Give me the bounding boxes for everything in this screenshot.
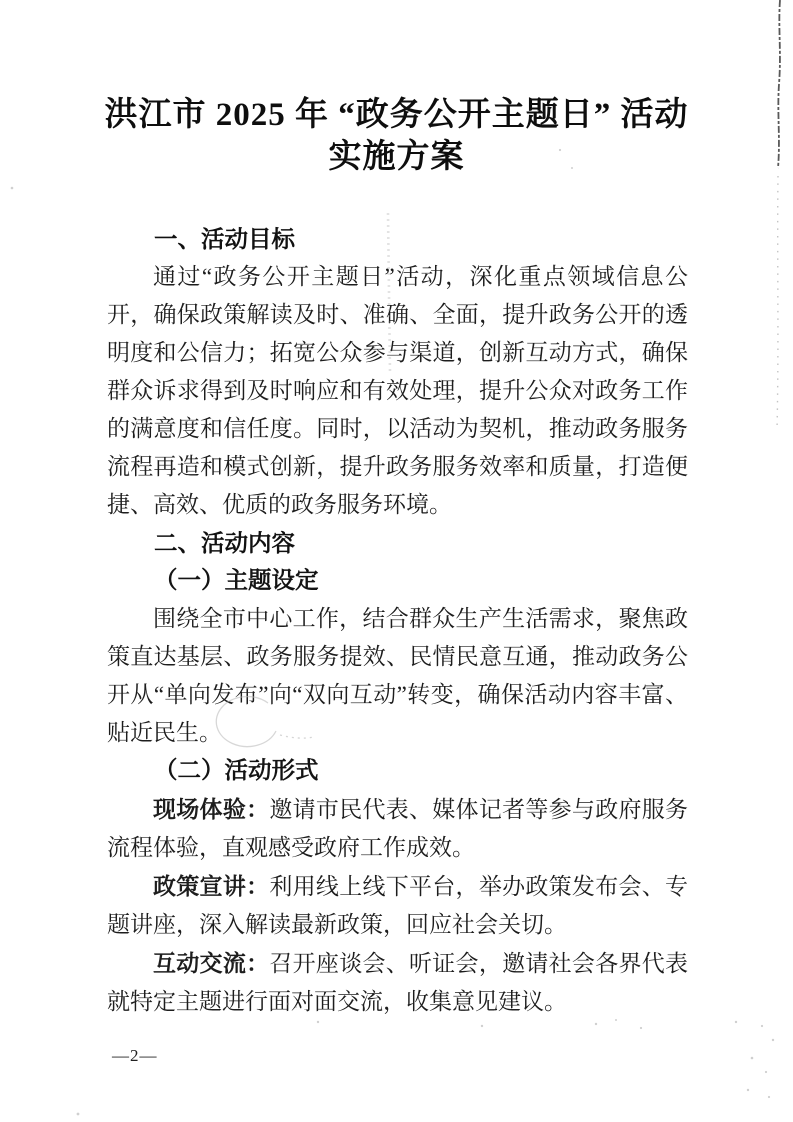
subsection-heading-activity-forms: （二）活动形式 xyxy=(154,758,319,784)
paragraph-lead-onsite-experience: 现场体验： xyxy=(153,796,270,822)
paragraph-lead-policy-preaching: 政策宣讲： xyxy=(153,873,270,899)
paragraph-text-interactive-exchange: 召开座谈会、听证会，邀请社会各界代表就特定主题进行面对面交流，收集意见建议。 xyxy=(107,951,689,1014)
paragraph-lead-interactive-exchange: 互动交流： xyxy=(153,950,270,976)
section-heading-activity-goals: 一、活动目标 xyxy=(154,226,295,252)
subsection-heading-theme-setting: （一）主题设定 xyxy=(154,568,319,594)
section-heading-activity-content: 二、活动内容 xyxy=(154,530,295,556)
paragraph-onsite-experience xyxy=(107,790,688,867)
document-title-line-2: 实施方案 xyxy=(328,139,465,175)
paragraph-text-onsite-experience: 邀请市民代表、媒体记者等参与政府服务流程体验，直观感受政府工作成效。 xyxy=(107,797,689,860)
document-title-line-1: 洪江市 2025 年 “政务公开主题日” 活动 xyxy=(104,97,689,133)
paragraph-policy-preaching xyxy=(107,867,688,944)
paragraph-interactive-exchange xyxy=(107,944,688,1021)
paragraph-theme-setting: 围绕全市中心工作，结合群众生产生活需求，聚焦政策直达基层、政务服务提效、民情民意互通，推动政务公开从“单向发布”向“双向互动”转变，确保活动内容丰富、贴近民生。 xyxy=(107,606,688,745)
document-body xyxy=(107,220,688,1021)
paragraph-activity-goals: 通过“政务公开主题日”活动，深化重点领域信息公开，确保政策解读及时、准确、全面，提升政务公开的透明度和公信力；拓宽公众参与渠道，创新互动方式，确保群众诉求得到及时响应和有效处理，提升公众对政务工作的满意度和信任度。同时，以活动为契机，推动政务服务流程再造和模式创新，提升政务服务效率和质量，打造便捷、高效、优质的政务服务环境。 xyxy=(107,264,688,517)
document-title xyxy=(0,94,793,178)
paragraph-text-policy-preaching: 利用线上线下平台，举办政策发布会、专题讲座，深入解读最新政策，回应社会关切。 xyxy=(107,874,689,937)
scan-scratch-line-faint-icon xyxy=(777,176,778,430)
page-number: —2— xyxy=(112,1046,158,1065)
